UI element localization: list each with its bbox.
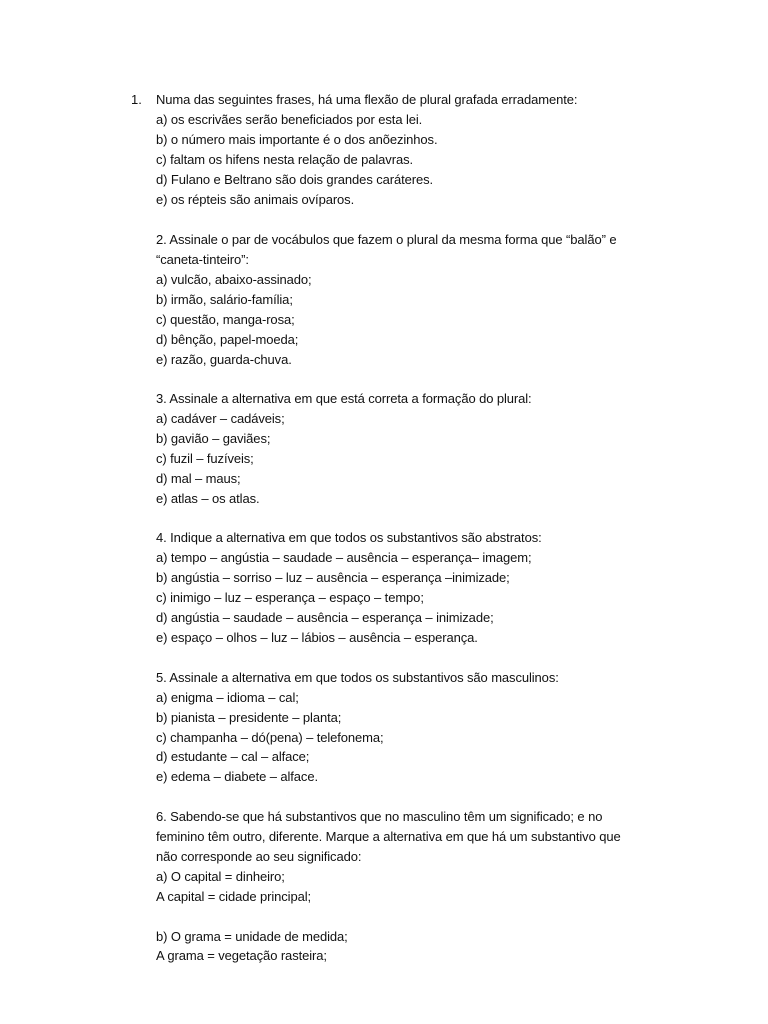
q2-option-e: e) razão, guarda-chuva. [156,352,292,367]
q1-option-c: c) faltam os hifens nesta relação de palavras. [156,152,413,167]
q5-stem: 5. Assinale a alternativa em que todos os substantivos são masculinos: [156,670,559,685]
q3-option-d: d) mal – maus; [156,471,241,486]
q3-option-b: b) gavião – gaviães; [156,431,271,446]
q4-option-e: e) espaço – olhos – luz – lábios – ausência – esperança. [156,630,478,645]
q3-stem: 3. Assinale a alternativa em que está correta a formação do plural: [156,391,532,406]
q4-option-a: a) tempo – angústia – saudade – ausência – esperança– imagem; [156,550,532,565]
q1-stem: Numa das seguintes frases, há uma flexão de plural grafada erradamente: [156,92,578,107]
q2-option-a: a) vulcão, abaixo-assinado; [156,272,312,287]
q5-option-b: b) pianista – presidente – planta; [156,710,342,725]
q1-option-b: b) o número mais importante é o dos anõezinhos. [156,132,438,147]
q1-option-e: e) os répteis são animais ovíparos. [156,192,355,207]
q6-option-b: b) O grama = unidade de medida; [156,929,348,944]
q2-stem-line-1: 2. Assinale o par de vocábulos que fazem o plural da mesma forma que “balão” e [156,232,617,247]
q4-option-c: c) inimigo – luz – esperança – espaço – tempo; [156,590,424,605]
q6-stem-line-2: feminino têm outro, diferente. Marque a alternativa em que há um substantivo que [156,829,621,844]
q4-option-d: d) angústia – saudade – ausência – esperança – inimizade; [156,610,494,625]
q2-option-d: d) bênção, papel-moeda; [156,332,299,347]
q5-option-c: c) champanha – dó(pena) – telefonema; [156,730,384,745]
q3-option-c: c) fuzil – fuzíveis; [156,451,254,466]
q2-option-b: b) irmão, salário-família; [156,292,293,307]
q1-option-d: d) Fulano e Beltrano são dois grandes caráteres. [156,172,434,187]
q6-option-a-feminine: A capital = cidade principal; [156,889,312,904]
q3-option-e: e) atlas – os atlas. [156,491,260,506]
q4-stem: 4. Indique a alternativa em que todos os substantivos são abstratos: [156,530,542,545]
q5-option-d: d) estudante – cal – alface; [156,749,310,764]
q1-number: 1. [131,92,142,107]
q5-option-e: e) edema – diabete – alface. [156,769,318,784]
q3-option-a: a) cadáver – cadáveis; [156,411,285,426]
q6-option-a: a) O capital = dinheiro; [156,869,285,884]
q6-stem-line-1: 6. Sabendo-se que há substantivos que no masculino têm um significado; e no [156,809,603,824]
q2-option-c: c) questão, manga-rosa; [156,312,295,327]
q6-stem-line-3: não corresponde ao seu significado: [156,849,362,864]
q5-option-a: a) enigma – idioma – cal; [156,690,299,705]
q2-stem-line-2: “caneta-tinteiro”: [156,252,249,267]
q1-option-a: a) os escrivães serão beneficiados por esta lei. [156,112,423,127]
q6-option-b-feminine: A grama = vegetação rasteira; [156,948,327,963]
q4-option-b: b) angústia – sorriso – luz – ausência – esperança –inimizade; [156,570,510,585]
